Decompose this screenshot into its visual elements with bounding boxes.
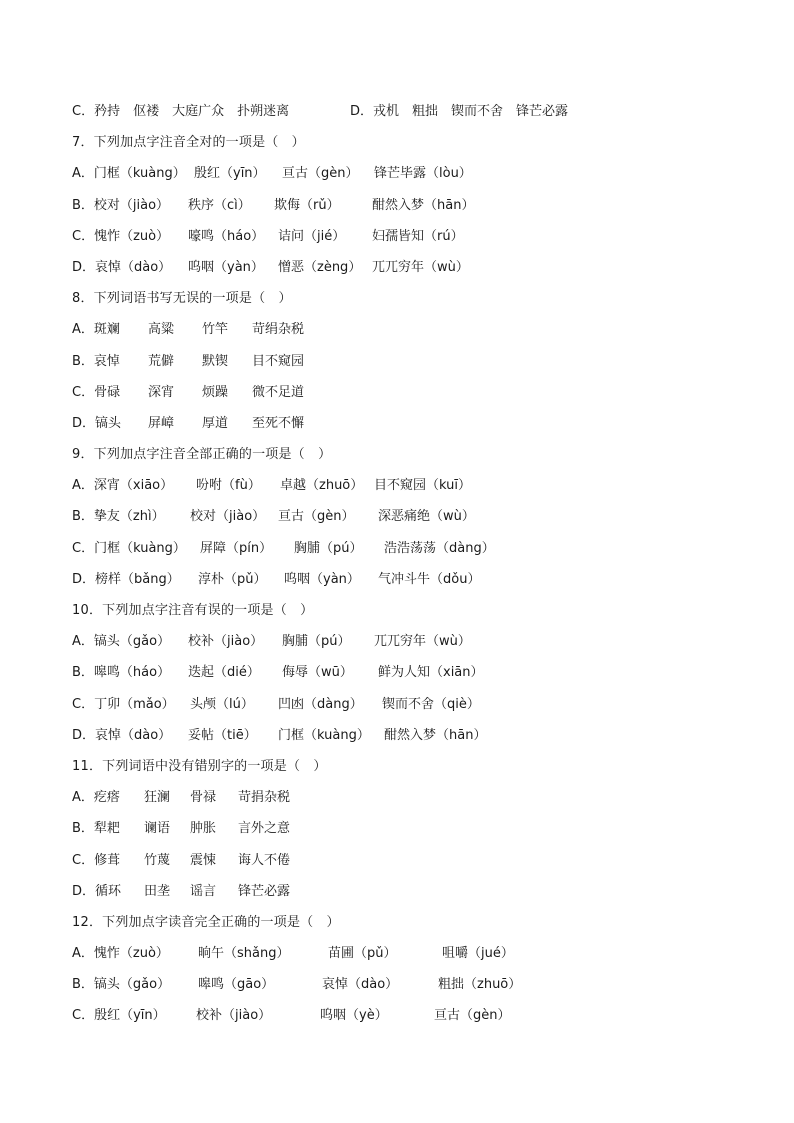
option-item: 默锲 bbox=[202, 353, 229, 369]
option-item: 锋芒必露 bbox=[238, 883, 291, 899]
option-row bbox=[72, 689, 752, 720]
option-label-item: A．愧怍（zuò） bbox=[72, 946, 169, 962]
question-stem bbox=[72, 283, 752, 314]
option-item: 咀嚼（jué） bbox=[442, 946, 514, 962]
option-label-item: C．门框（kuàng） bbox=[72, 540, 186, 556]
option-item: 诘问（jié） bbox=[278, 228, 346, 244]
option-item: 谰语 bbox=[144, 821, 171, 837]
option-item: 田垄 bbox=[144, 883, 171, 899]
option-item: 头颅（lú） bbox=[190, 696, 254, 712]
option-item: 竹蔑 bbox=[144, 852, 171, 868]
option-item: 胸脯（pú） bbox=[294, 540, 363, 556]
option-label-item: D．镐头 bbox=[72, 415, 122, 431]
option-row bbox=[72, 564, 752, 595]
option-item: 气冲斗牛（dǒu） bbox=[378, 571, 481, 587]
option-label-item: A．镐头（gǎo） bbox=[72, 634, 171, 650]
question-stem bbox=[72, 439, 752, 470]
option-item: 竹竿 bbox=[202, 322, 229, 338]
question-stem bbox=[72, 595, 752, 626]
option-label-item: B．嗥鸣（háo） bbox=[72, 665, 171, 681]
option-item: 屏障（pín） bbox=[200, 540, 273, 556]
option-item: 亘古（gèn） bbox=[434, 1008, 511, 1024]
option-label-item: B．挚友（zhì） bbox=[72, 509, 165, 525]
option-item: 酣然入梦（hān） bbox=[384, 727, 487, 743]
option-item: 浩浩荡荡（dàng） bbox=[384, 540, 495, 556]
option-item: 秩序（cì） bbox=[188, 197, 251, 213]
option-item: 高粱 bbox=[148, 322, 175, 338]
option-item: 呜咽（yè） bbox=[320, 1008, 388, 1024]
option-item: 酣然入梦（hān） bbox=[372, 197, 475, 213]
option-row bbox=[72, 876, 752, 907]
option-label-item: B．校对（jiào） bbox=[72, 197, 170, 213]
option-item: 苛绢杂税 bbox=[252, 322, 305, 338]
option-item: 锋芒毕露（lòu） bbox=[374, 166, 472, 182]
question-text: 10．下列加点字注音有误的一项是（ ） bbox=[72, 603, 314, 618]
option-label-item: B．犁耙 bbox=[72, 821, 120, 837]
option-item: 至死不懈 bbox=[252, 415, 305, 431]
document-body bbox=[72, 96, 752, 1032]
option-item: 鲜为人知（xiān） bbox=[378, 665, 484, 681]
option-item: 校补（jiào） bbox=[188, 634, 264, 650]
option-row bbox=[72, 1000, 752, 1031]
option-item: 校对（jiào） bbox=[190, 509, 266, 525]
option-item: 荒僻 bbox=[148, 353, 175, 369]
option-item: 震悚 bbox=[190, 852, 217, 868]
option-row bbox=[72, 720, 752, 751]
option-item: 呜咽（yàn） bbox=[188, 259, 264, 275]
option-item: 吩咐（fù） bbox=[196, 478, 261, 494]
option-item: 门框（kuàng） bbox=[278, 727, 370, 743]
option-label-item: C．殷红（yīn） bbox=[72, 1008, 166, 1024]
option-label-item: C．丁卯（mǎo） bbox=[72, 696, 175, 712]
option-row bbox=[72, 657, 752, 688]
option-row bbox=[72, 96, 752, 127]
option-item: 憎恶（zèng） bbox=[278, 259, 362, 275]
option-row bbox=[72, 252, 752, 283]
option-item: 妇孺皆知（rú） bbox=[372, 228, 464, 244]
option-row bbox=[72, 782, 752, 813]
question-stem bbox=[72, 127, 752, 158]
option-item: 呜咽（yàn） bbox=[284, 571, 360, 587]
option-row bbox=[72, 190, 752, 221]
option-row bbox=[72, 470, 752, 501]
option-label-item: D．哀悼（dào） bbox=[72, 727, 172, 743]
question-stem bbox=[72, 751, 752, 782]
option-row bbox=[72, 813, 752, 844]
option-label-item: B．镐头（gǎo） bbox=[72, 977, 171, 993]
option-label-item: C．修葺 bbox=[72, 852, 121, 868]
option-label-item: A．深宵（xiāo） bbox=[72, 478, 174, 494]
option-row bbox=[72, 158, 752, 189]
option-item: 侮辱（wū） bbox=[282, 665, 353, 681]
question-stem bbox=[72, 907, 752, 938]
option-label-item: A．疙瘩 bbox=[72, 790, 120, 806]
option-label-item: B．哀悼 bbox=[72, 353, 120, 369]
question-text: 8．下列词语书写无误的一项是（ ） bbox=[72, 291, 292, 307]
option-label-item: A．斑斓 bbox=[72, 322, 120, 338]
option-item: 亘古（gèn） bbox=[282, 166, 359, 182]
option-item: 目不窥园 bbox=[252, 353, 305, 369]
option-item: 狂澜 bbox=[144, 790, 171, 806]
option-item: 哀悼（dào） bbox=[322, 977, 399, 993]
option-item: 深恶痛绝（wù） bbox=[378, 509, 475, 525]
option-row bbox=[72, 845, 752, 876]
option-item: 烦躁 bbox=[202, 384, 229, 400]
option-item: 卓越（zhuō） bbox=[280, 478, 364, 494]
option-item: 嚎鸣（háo） bbox=[188, 228, 265, 244]
option-row bbox=[72, 533, 752, 564]
option-item: 屏嶂 bbox=[148, 415, 175, 431]
option-item: 胸脯（pú） bbox=[282, 634, 351, 650]
option-item: 欺侮（rǔ） bbox=[274, 197, 340, 213]
option-item: 骨禄 bbox=[190, 790, 217, 806]
option-label-item: C．矜持 伛褛 大庭广众 扑朔迷离 bbox=[72, 104, 290, 119]
option-item: 晌午（shǎng） bbox=[198, 946, 290, 962]
option-row bbox=[72, 314, 752, 345]
option-item: 兀兀穷年（wù） bbox=[372, 259, 469, 275]
option-label-item: D．循环 bbox=[72, 883, 122, 899]
question-text: 11．下列词语中没有错别字的一项是（ ） bbox=[72, 758, 327, 774]
option-item: 言外之意 bbox=[238, 821, 291, 837]
option-item: 妥帖（tiē） bbox=[188, 727, 257, 743]
option-row bbox=[72, 377, 752, 408]
option-row bbox=[72, 938, 752, 969]
option-item: 粗拙（zhuō） bbox=[438, 977, 522, 993]
option-item: 校补（jiào） bbox=[196, 1008, 272, 1024]
option-label-item: C．骨碌 bbox=[72, 384, 121, 400]
option-item: 亘古（gèn） bbox=[278, 509, 355, 525]
option-item: 微不足道 bbox=[252, 384, 305, 400]
option-row bbox=[72, 221, 752, 252]
option-item: 诲人不倦 bbox=[238, 852, 291, 868]
option-item: 厚道 bbox=[202, 415, 229, 431]
option-row bbox=[72, 346, 752, 377]
option-row bbox=[72, 501, 752, 532]
option-item: 淳朴（pǔ） bbox=[198, 571, 267, 587]
option-item: 深宵 bbox=[148, 384, 175, 400]
option-item: 目不窥园（kuī） bbox=[374, 478, 471, 494]
option-row bbox=[72, 969, 752, 1000]
option-item: 兀兀穷年（wù） bbox=[374, 634, 471, 650]
option-item: 凹凼（dàng） bbox=[278, 696, 363, 712]
option-item: 苛捐杂税 bbox=[238, 790, 291, 806]
option-item: 肿胀 bbox=[190, 821, 217, 837]
option-item: 苗圃（pǔ） bbox=[328, 946, 397, 962]
option-label-item: A．门框（kuàng） bbox=[72, 166, 186, 182]
option-label-item: C．愧怍（zuò） bbox=[72, 228, 170, 244]
option-item: 迭起（dié） bbox=[188, 665, 260, 681]
option-item: D．戎机 粗拙 锲而不舍 锋芒必露 bbox=[350, 104, 569, 119]
option-row bbox=[72, 408, 752, 439]
option-item: 锲而不舍（qiè） bbox=[382, 696, 480, 712]
option-label-item: D．哀悼（dào） bbox=[72, 259, 172, 275]
question-text: 7．下列加点字注音全对的一项是（ ） bbox=[72, 135, 305, 151]
option-item: 嗥鸣（gāo） bbox=[198, 977, 275, 993]
question-text: 9．下列加点字注音全部正确的一项是（ ） bbox=[72, 447, 332, 463]
option-item: 殷红（yīn） bbox=[194, 166, 266, 182]
option-label-item: D．榜样（bǎng） bbox=[72, 571, 180, 587]
option-row bbox=[72, 626, 752, 657]
option-item: 谣言 bbox=[190, 883, 217, 899]
question-text: 12．下列加点字读音完全正确的一项是（ ） bbox=[72, 914, 340, 930]
